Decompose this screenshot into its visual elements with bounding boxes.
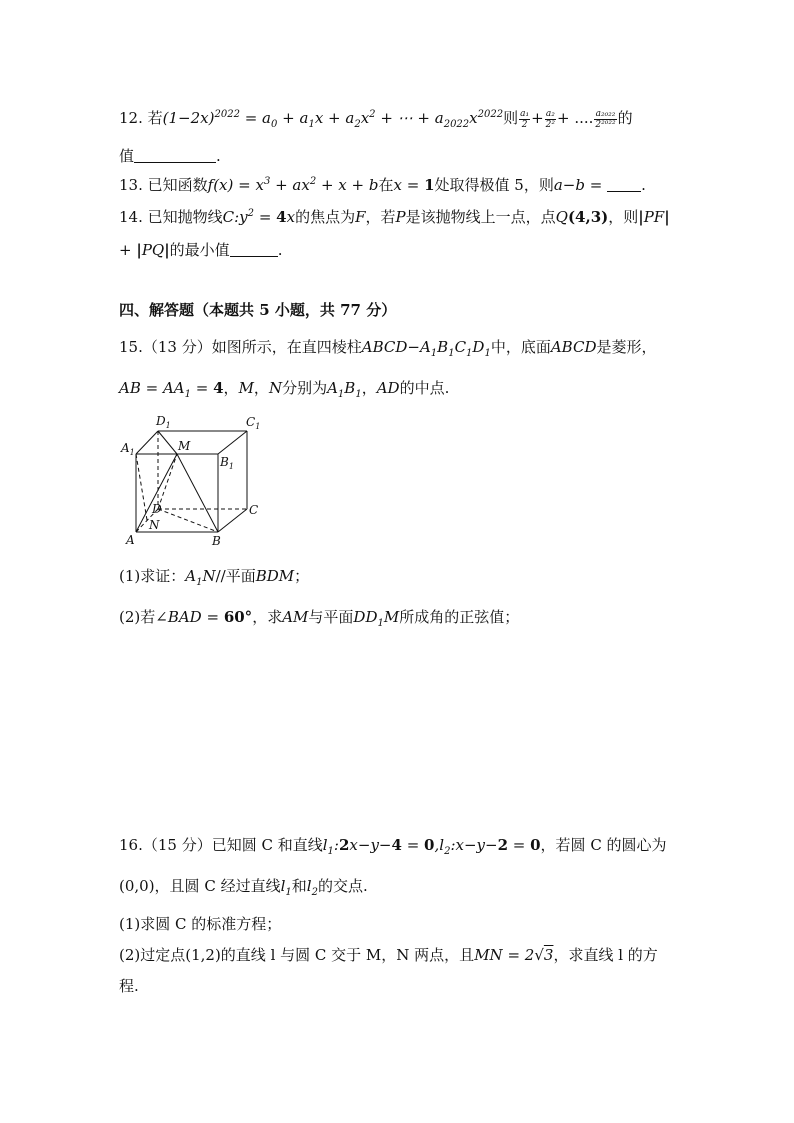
segment-MB xyxy=(177,454,218,532)
prism-figure xyxy=(112,410,272,550)
q15-line1: 15.（13 分）如图所示，在直四棱柱$ABCD-A_1B_1C_1D_1$中，底面ABCD是菱形， xyxy=(119,338,657,359)
q12-formula: $(1-2x)^{2022} = a_0 + a_1x + a_2x^2$ + ⋯ + $a_{2022}x^{2022}$ xyxy=(162,109,504,130)
q15-part2: (2)若∠BAD = 60°，求AM与平面$DD_1M$所成角的正弦值； xyxy=(119,608,520,629)
answer-blank[interactable] xyxy=(134,148,216,163)
segment-DM xyxy=(158,454,177,509)
answer-blank[interactable] xyxy=(230,242,278,257)
segment-DB xyxy=(158,509,218,532)
q16-line1: 16.（15 分）已知圆 C 和直线$l_1:2x-y-4$ = $0,l_2:x-y-2 = 0$，若圆 C 的圆心为 xyxy=(119,836,667,857)
q15-line2: AB = $AA_1 = 4$，M，N分别为$A_1B_1$，AD的中点. xyxy=(119,379,450,400)
q14-line1: 14. 已知抛物线$C:y^2 = 4x$的焦点为F，若P是该抛物线上一点，点Q(4,3)，则|PF| xyxy=(119,208,670,226)
edge-A1D1 xyxy=(136,431,158,454)
edge-BC xyxy=(218,509,247,532)
section-heading: 四、解答题（本题共 5 小题，共 77 分） xyxy=(119,301,397,319)
q13-func: $f(x) = x^3 + ax^2 + x + b$ xyxy=(207,176,379,194)
q12-frac-2: $\frac{\text{a₂}}{\text{2²}}$ xyxy=(545,108,555,130)
segment-A1N xyxy=(136,454,147,520)
label-M: M xyxy=(178,439,191,453)
label-B1: $B_1$ xyxy=(220,455,234,471)
segment-D1M xyxy=(158,431,177,454)
label-A1: $A_1$ xyxy=(121,441,135,457)
answer-blank[interactable] xyxy=(607,177,641,192)
label-A: A xyxy=(126,533,135,547)
q12-frac-3: $\frac{\text{a₂₀₂₂}}{\text{2²⁰²²}}$ xyxy=(595,108,616,130)
q14-line2: + |PQ|的最小值 . xyxy=(119,241,283,259)
q16-part2-cont: 程. xyxy=(119,977,139,995)
label-D: D xyxy=(152,502,162,516)
edge-B1C1 xyxy=(218,431,247,454)
q12-line1: 12. 若$(1-2x)^{2022} = a_0 + a_1x + a_2x^2$ + ⋯ + $a_{2022}x^{2022}$则 $\frac{\text{a₁}}{2}$ + $\frac{\text{a₂}}{\text{2²}}$ + .... $\frac{\text{a₂₀₂₂}}{\text{2²⁰²²}}$ 的 xyxy=(119,108,633,130)
q15-part1: (1)求证：$A_1N//$平面BDM； xyxy=(119,567,310,588)
label-N: N xyxy=(149,518,160,532)
q12-line2: 值 . xyxy=(119,147,221,165)
q16-part1: (1)求圆 C 的标准方程； xyxy=(119,915,282,933)
q16-line2: (0,0)，且圆 C 经过直线$l_1$和$l_2$的交点. xyxy=(119,877,368,898)
label-C1: $C_1$ xyxy=(246,415,261,431)
label-C: C xyxy=(249,503,259,517)
label-B: B xyxy=(212,534,221,548)
q16-part2: (2)过定点(1,2)的直线 l 与圆 C 交于 M，N 两点，且MN = 2√3，求直线 l 的方 xyxy=(119,946,658,964)
q12-frac-1: $\frac{\text{a₁}}{2}$ xyxy=(520,108,530,130)
label-D1: $D_1$ xyxy=(156,414,171,430)
q13-line: 13. 已知函数$f(x) = x^3 + ax^2 + x + b$在x = 1处取得极值 5，则a−b = . xyxy=(119,176,646,194)
